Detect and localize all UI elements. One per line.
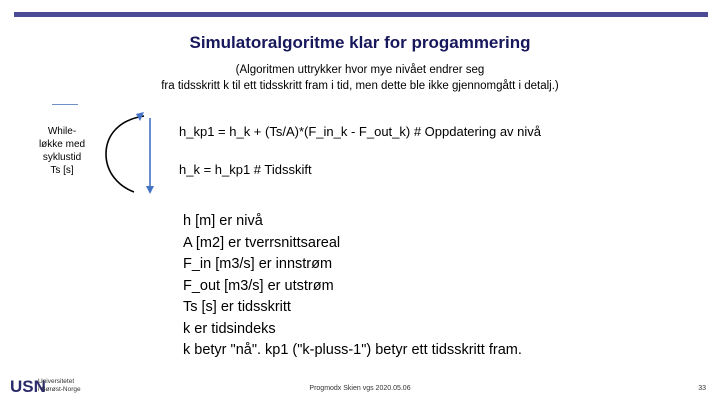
loop-label-line: løkke med	[38, 139, 86, 150]
loop-label-line: While-	[47, 126, 77, 137]
divider	[52, 104, 78, 105]
code-line-update: h_kp1 = h_k + (Ts/A)*(F_in_k - F_out_k) # Oppdatering av nivå	[179, 124, 542, 139]
loop-label-line: syklustid	[42, 152, 82, 163]
logo-text-line: i Sørøst-Norge	[38, 386, 81, 393]
definition-item: k er tidsindeks	[183, 320, 276, 337]
subtitle-line: fra tidsskritt k til ett tidsskritt fram i tid, men dette ble ikke gjennomgått i detalj.)	[161, 80, 559, 92]
definitions-list	[183, 211, 522, 362]
definition-item: Ts [s] er tidsskritt	[183, 299, 291, 315]
definition-item: h [m] er nivå	[183, 213, 263, 229]
down-arrowhead-icon	[146, 186, 154, 194]
svg-text:USN: USN	[10, 377, 46, 396]
loop-arrow-icon	[100, 110, 160, 200]
definition-item: k betyr "nå". kp1 ("k-pluss-1") betyr ett tidsskritt fram.	[183, 342, 522, 358]
slide-title: Simulatoralgoritme klar for progammering	[189, 33, 531, 52]
definition-item: F_out [m3/s] er utstrøm	[183, 277, 334, 294]
top-accent-bar	[14, 12, 708, 17]
definition-item: A [m2] er tverrsnittsareal	[183, 234, 341, 251]
slide-subtitle	[0, 62, 720, 94]
loop-label-line: Ts [s]	[50, 165, 74, 176]
logo-text-line: Universitetet	[38, 378, 75, 385]
footer-text: Progmodx Skien vgs 2020.05.06	[309, 385, 411, 392]
page-number: 33	[698, 385, 706, 392]
definition-item: F_in [m3/s] er innstrøm	[183, 256, 333, 272]
code-line-timeshift: h_k = h_kp1 # Tidsskift	[179, 162, 312, 177]
subtitle-line: (Algoritmen uttrykker hvor mye nivået endrer seg	[235, 64, 485, 76]
while-loop-label	[28, 125, 96, 177]
